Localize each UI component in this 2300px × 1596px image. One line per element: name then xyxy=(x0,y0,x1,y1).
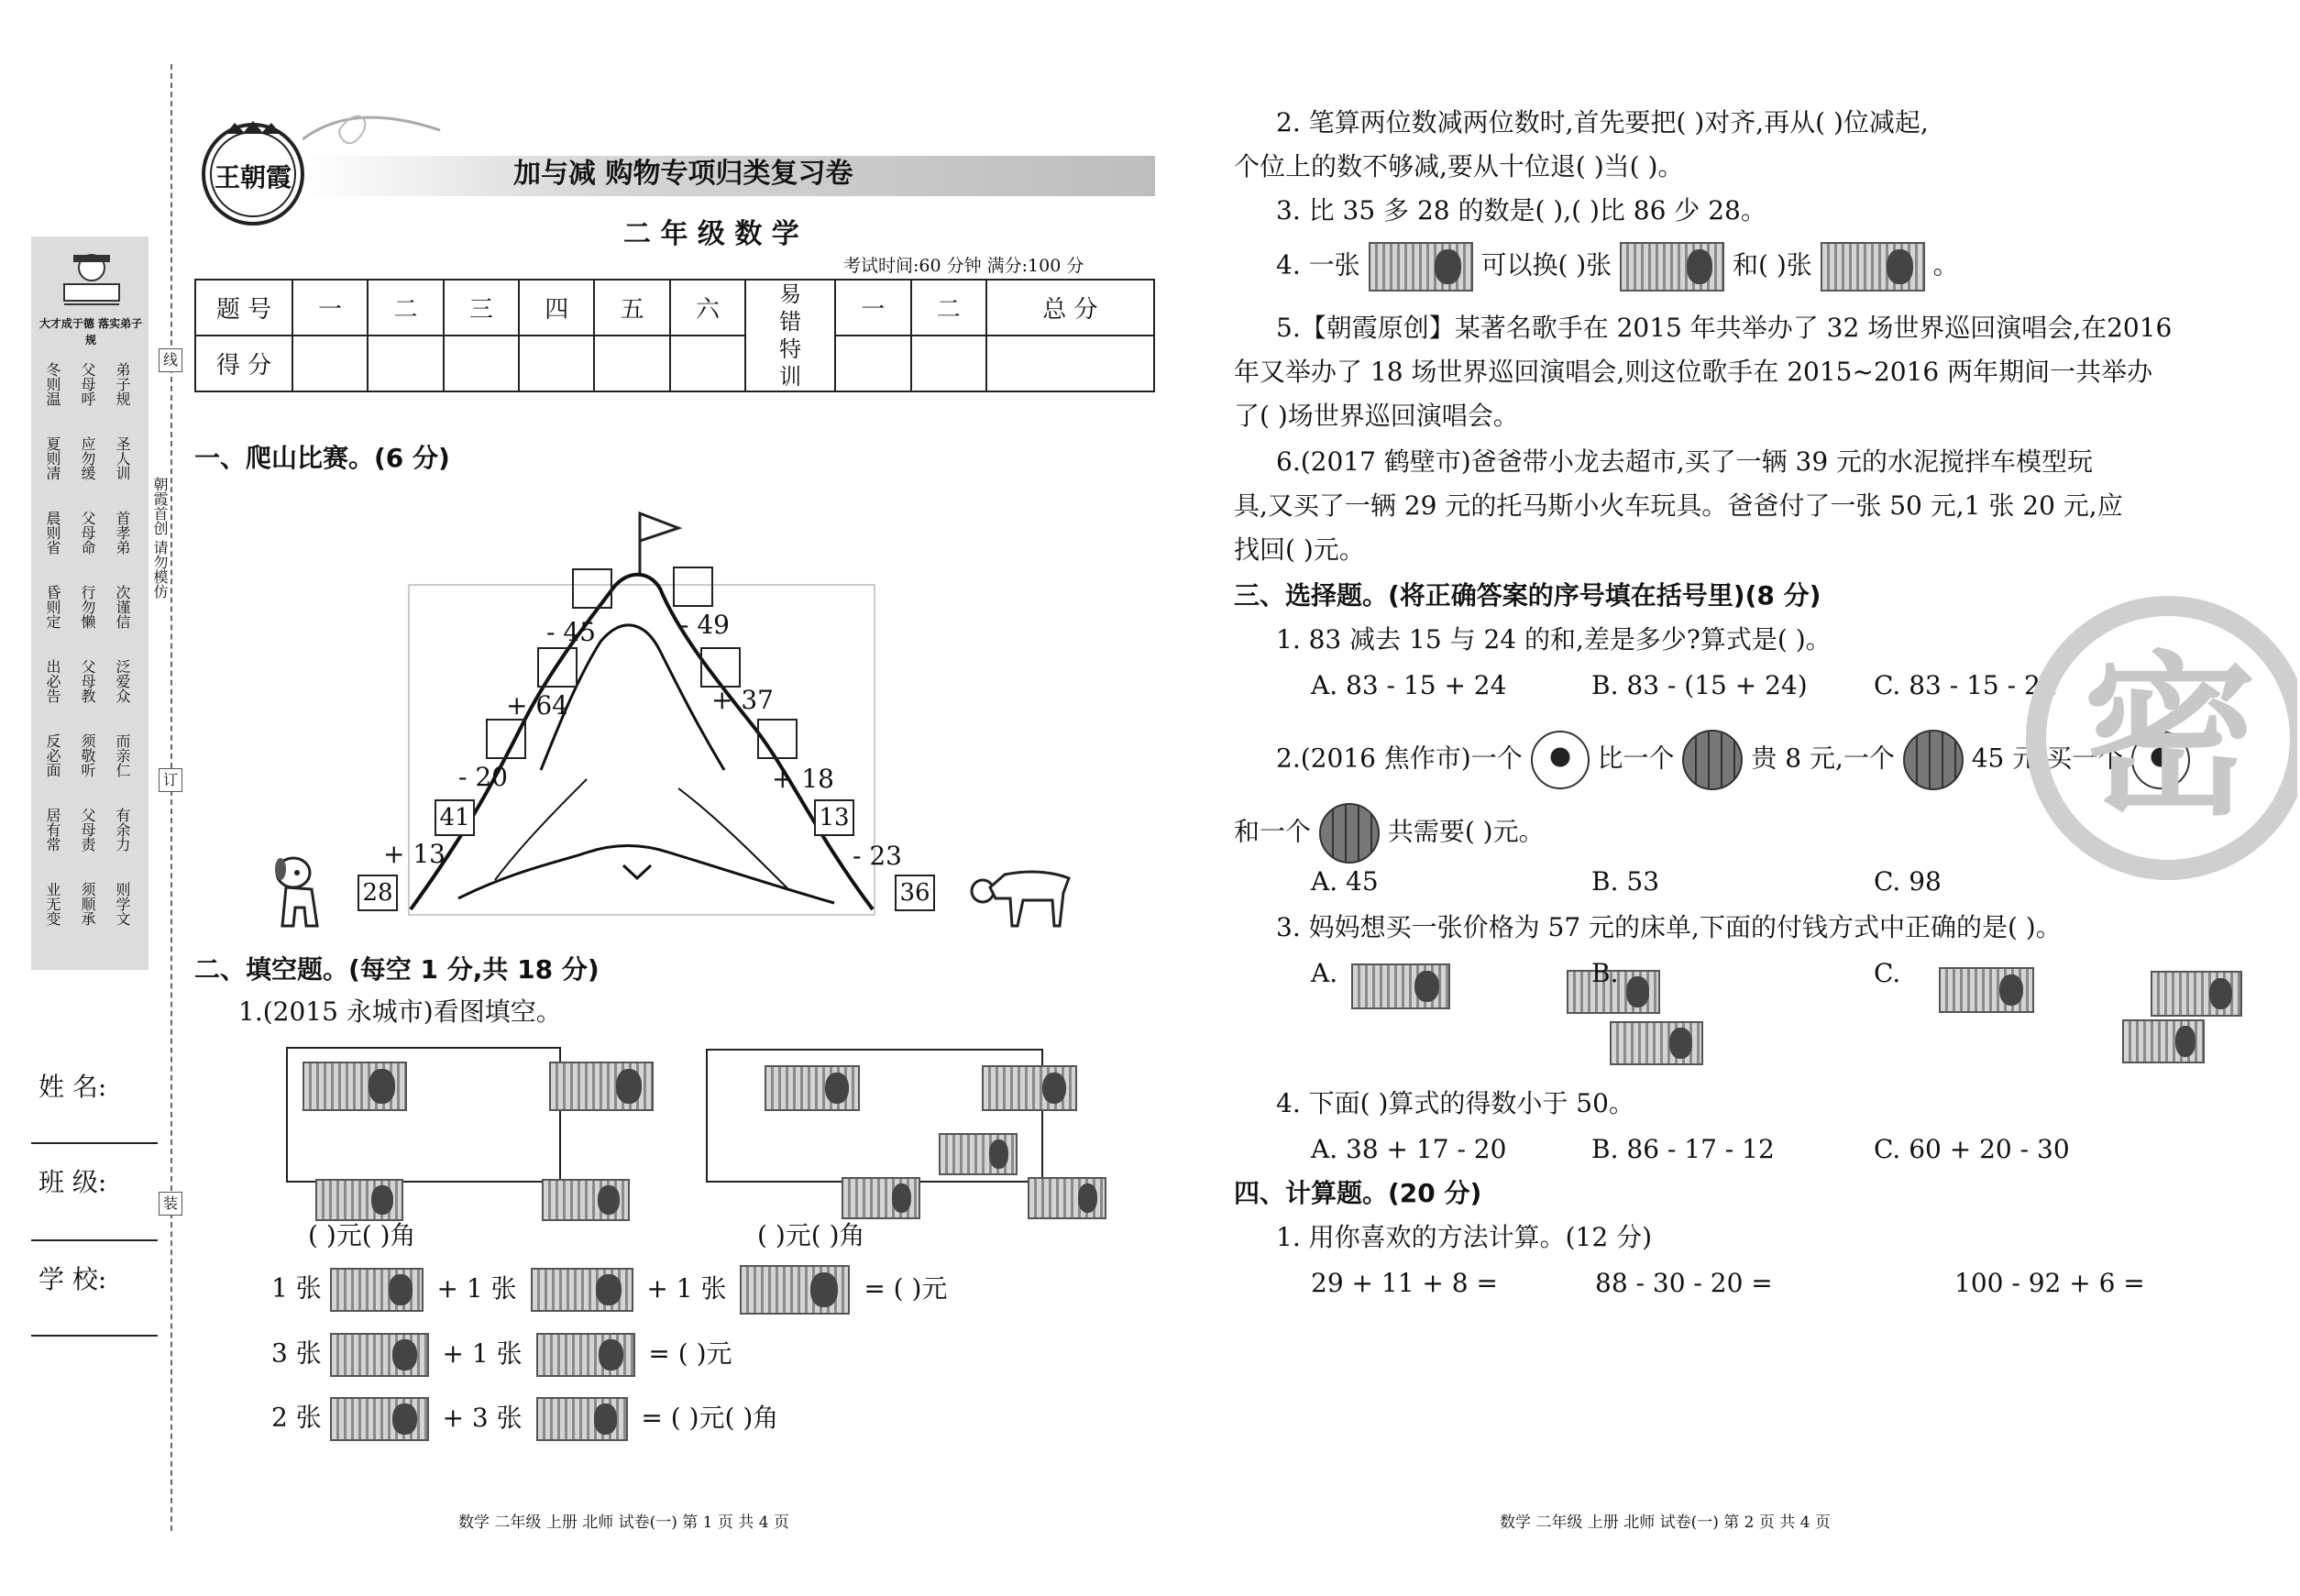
mountain-given-left: 41 xyxy=(435,799,475,836)
sidebar-verse: 业无变 xyxy=(44,882,61,926)
question-2-6-line2: 具,又买了一辆 29 元的托马斯小火车玩具。爸爸付了一张 50 元,1 张 20 元,应 xyxy=(1234,490,2123,521)
brand-logo xyxy=(198,117,308,227)
ribbon-decoration xyxy=(303,103,449,158)
banknote-image xyxy=(330,1268,424,1312)
score-special-label: 易错特训 xyxy=(745,280,835,391)
mountain-answer-box[interactable] xyxy=(572,568,612,609)
score-col-3: 三 xyxy=(444,280,519,336)
banknote-image xyxy=(2122,1019,2205,1063)
mountain-op-right: - 49 xyxy=(680,610,730,640)
q-text: 和( )张 xyxy=(1733,249,1812,281)
banknote-image xyxy=(330,1333,429,1377)
sidebar-verse: 须敬听 xyxy=(79,733,96,777)
brand-name: 王朝霞 xyxy=(214,162,292,193)
section3-heading: 三、选择题。(将正确答案的序号填在括号里)(8 分) xyxy=(1234,580,1821,611)
sidebar-verses xyxy=(37,362,145,958)
money-picture-left xyxy=(286,1047,561,1183)
choice-3-1-c[interactable]: C. 83 - 15 - 24 xyxy=(1874,670,2057,700)
mountain-figure xyxy=(403,495,880,917)
sidebar-verse: 父母责 xyxy=(79,808,96,852)
question-2-4 xyxy=(1276,242,1959,292)
money-picture-right xyxy=(706,1049,1043,1183)
question-2-5-line1: 5.【朝霞原创】某著名歌手在 2015 年共举办了 32 场世界巡回演唱会,在2016 xyxy=(1276,313,2173,343)
banknote-image xyxy=(939,1133,1018,1175)
banknote-image xyxy=(330,1397,429,1441)
soccer-ball-icon xyxy=(1531,731,1590,789)
cut-mark-label: 装 xyxy=(159,1192,182,1216)
sidebar-verse: 冬则温 xyxy=(44,362,61,406)
class-field-line[interactable] xyxy=(31,1239,158,1241)
score-cell[interactable] xyxy=(519,336,594,391)
sidebar-verse: 出必告 xyxy=(44,659,61,703)
margin-rule xyxy=(171,64,172,1531)
question-3-2-cont xyxy=(1234,803,1545,864)
question-3-3: 3. 妈妈想买一张价格为 57 元的床单,下面的付钱方式中正确的是( )。 xyxy=(1276,912,2062,942)
eq-answer-blank[interactable]: = ( )元 xyxy=(648,1337,732,1369)
score-special-col-2: 二 xyxy=(911,280,986,336)
q-text: 可以换( )张 xyxy=(1480,249,1612,281)
score-cell[interactable] xyxy=(594,336,669,391)
q-text: 。 xyxy=(1932,249,1959,281)
section2-heading: 二、填空题。(每空 1 分,共 18 分) xyxy=(194,954,600,985)
choice-3-1-a[interactable]: A. 83 - 15 + 24 xyxy=(1311,670,1507,700)
question-2-6-line3: 找回( )元。 xyxy=(1234,534,1365,565)
choice-3-3-a[interactable]: A. xyxy=(1311,958,1338,988)
banknote-image xyxy=(1610,1021,1703,1065)
score-table-row2-label: 得 分 xyxy=(195,336,292,391)
choice-3-3-b[interactable]: B. xyxy=(1591,958,1619,988)
sidebar-verse: 晨则省 xyxy=(44,511,61,555)
banknote-image xyxy=(536,1333,635,1377)
sidebar-verse: 应勿缓 xyxy=(79,436,96,480)
eq-text: + 1 张 xyxy=(436,1272,517,1304)
question-2-2-cont: 个位上的数不够减,要从十位退( )当( )。 xyxy=(1234,151,1684,182)
question-3-1: 1. 83 减去 15 与 24 的和,差是多少?算式是( )。 xyxy=(1276,624,1832,655)
banknote-image xyxy=(1939,967,2034,1013)
basketball-icon xyxy=(1682,730,1743,790)
eq-text: 3 张 xyxy=(271,1337,322,1369)
eq-text: + 3 张 xyxy=(442,1402,523,1433)
mountain-op-right: - 23 xyxy=(853,841,902,871)
score-total-label: 总 分 xyxy=(986,280,1154,336)
banknote-image xyxy=(315,1179,403,1221)
mountain-op-left: + 13 xyxy=(383,839,446,869)
choice-3-4-a[interactable]: A. 38 + 17 - 20 xyxy=(1311,1134,1507,1164)
sidebar-verse: 弟子规 xyxy=(114,362,131,406)
class-field-label: 班 级: xyxy=(39,1167,107,1197)
choice-3-2-b[interactable]: B. 53 xyxy=(1591,866,1660,897)
footer-right: 数学 二年级 上册 北师 试卷(一) 第 2 页 共 4 页 xyxy=(1500,1513,1831,1532)
sidebar-motto: 大才成于德 落实弟子规 xyxy=(39,317,143,347)
q-text: 贵 8 元,一个 xyxy=(1751,743,1895,774)
choice-3-4-b[interactable]: B. 86 - 17 - 12 xyxy=(1591,1134,1775,1164)
sidebar-verse: 父母教 xyxy=(79,659,96,703)
school-field-label: 学 校: xyxy=(39,1264,107,1294)
mountain-op-left: + 64 xyxy=(506,690,568,721)
section4-heading: 四、计算题。(20 分) xyxy=(1234,1178,1482,1208)
mountain-answer-box[interactable] xyxy=(673,567,713,607)
footer-left: 数学 二年级 上册 北师 试卷(一) 第 1 页 共 4 页 xyxy=(458,1513,789,1532)
banknote-image xyxy=(531,1268,633,1312)
basketball-icon xyxy=(1319,803,1380,864)
school-field-line[interactable] xyxy=(31,1335,158,1337)
sidebar-verse: 泛爱众 xyxy=(114,659,131,703)
question-2-5-line2: 年又举办了 18 场世界巡回演唱会,则这位歌手在 2015~2016 两年期间一共举办 xyxy=(1234,357,2153,387)
q-text: 和一个 xyxy=(1234,816,1312,847)
sidebar-verse: 有余力 xyxy=(114,808,131,852)
mountain-start-left: 28 xyxy=(358,875,398,911)
question-4-1: 1. 用你喜欢的方法计算。(12 分) xyxy=(1276,1222,1652,1252)
mountain-answer-box[interactable] xyxy=(757,719,798,759)
money-equation-2 xyxy=(271,1333,738,1377)
eq-answer-blank[interactable]: = ( )元 xyxy=(864,1272,948,1304)
banknote-image xyxy=(1821,242,1925,292)
eq-answer-blank[interactable]: = ( )元( )角 xyxy=(641,1402,779,1433)
banknote-image xyxy=(765,1065,860,1111)
banknote-image xyxy=(549,1062,654,1111)
answer-blank-right[interactable]: ( )元( )角 xyxy=(757,1220,865,1250)
banknote-image xyxy=(303,1062,407,1111)
score-cell[interactable] xyxy=(986,336,1154,391)
sidebar-verse: 居有常 xyxy=(44,808,61,852)
question-2-1-stem: 1.(2015 永城市)看图填空。 xyxy=(238,996,562,1027)
banknote-image xyxy=(536,1397,628,1441)
banknote-image xyxy=(1028,1177,1106,1219)
eq-text: + 1 张 xyxy=(646,1272,727,1304)
mountain-op-right: + 37 xyxy=(711,685,774,715)
sidebar-verse: 则学文 xyxy=(114,882,131,926)
answer-blank-left[interactable]: ( )元( )角 xyxy=(308,1220,416,1250)
page-title: 加与减 购物专项归类复习卷 xyxy=(513,158,853,190)
basketball-icon xyxy=(1903,730,1964,790)
score-cell[interactable] xyxy=(444,336,519,391)
sidebar-verse: 首孝弟 xyxy=(114,511,131,555)
sidebar-verse: 而亲仁 xyxy=(114,733,131,777)
banknote-image xyxy=(542,1179,630,1221)
goat-illustration xyxy=(968,856,1078,930)
exam-info: 考试时间:60 分钟 满分:100 分 xyxy=(843,256,1084,276)
score-special-col-1: 一 xyxy=(835,280,910,336)
q-text: 45 元,买一个 xyxy=(1971,743,2124,774)
question-3-4: 4. 下面( )算式的得数小于 50。 xyxy=(1276,1088,1634,1118)
sidebar-verse: 行勿懒 xyxy=(79,585,96,629)
stamp-char: 密 xyxy=(2083,636,2258,839)
sidebar-verse: 父母呼 xyxy=(79,362,96,406)
score-cell[interactable] xyxy=(670,336,745,391)
score-cell[interactable] xyxy=(911,336,986,391)
money-equation-3 xyxy=(271,1397,784,1441)
calc-expr-2: 88 - 30 - 20 = xyxy=(1595,1268,1773,1298)
q-text: 共需要( )元。 xyxy=(1387,816,1545,847)
mountain-given-right: 13 xyxy=(814,799,854,836)
mountain-op-left: - 45 xyxy=(546,617,596,647)
score-table-row1-label: 题 号 xyxy=(195,280,292,336)
sidebar-verse: 昏则定 xyxy=(44,585,61,629)
score-col-5: 五 xyxy=(594,280,669,336)
score-table xyxy=(194,279,1155,392)
cut-mark-label: 线 xyxy=(159,348,182,372)
choice-3-2-a[interactable]: A. 45 xyxy=(1311,866,1379,897)
puppy-illustration xyxy=(268,853,323,935)
score-cell[interactable] xyxy=(292,336,368,391)
score-cell[interactable] xyxy=(835,336,910,391)
mountain-op-right: + 18 xyxy=(772,764,834,794)
choice-3-3-c[interactable]: C. xyxy=(1874,958,1901,988)
eq-text: 1 张 xyxy=(271,1272,322,1304)
banknote-image xyxy=(2151,971,2242,1017)
question-2-2: 2. 笔算两位数减两位数时,首先要把( )对齐,再从( )位减起, xyxy=(1276,107,1929,138)
choice-3-1-b[interactable]: B. 83 - (15 + 24) xyxy=(1591,670,1808,700)
copyright-note: 朝霞首创 请勿模仿 xyxy=(151,477,169,600)
score-col-6: 六 xyxy=(670,280,745,336)
banknote-image xyxy=(982,1065,1077,1111)
question-2-5-line3: 了( )场世界巡回演唱会。 xyxy=(1234,401,1519,431)
banknote-image xyxy=(1351,963,1450,1009)
banknote-image xyxy=(842,1177,920,1219)
sidebar-verse: 次谨信 xyxy=(114,585,131,629)
name-field-label: 姓 名: xyxy=(39,1072,107,1102)
question-2-3: 3. 比 35 多 28 的数是( ),( )比 86 少 28。 xyxy=(1276,195,1766,226)
mountain-answer-box[interactable] xyxy=(700,647,741,688)
money-equation-1 xyxy=(271,1265,952,1315)
eq-text: 2 张 xyxy=(271,1402,322,1433)
q-text: 比一个 xyxy=(1597,743,1675,774)
section1-heading: 一、爬山比赛。(6 分) xyxy=(194,443,450,473)
score-col-2: 二 xyxy=(368,280,443,336)
banknote-image xyxy=(1369,242,1473,292)
score-cell[interactable] xyxy=(368,336,443,391)
eq-text: + 1 张 xyxy=(442,1337,523,1369)
name-field-line[interactable] xyxy=(31,1142,158,1144)
page-subtitle: 二 年 级 数 学 xyxy=(623,218,799,250)
confidential-stamp xyxy=(2022,587,2297,898)
choice-3-4-c[interactable]: C. 60 + 20 - 30 xyxy=(1874,1134,2070,1164)
score-col-1: 一 xyxy=(292,280,368,336)
mountain-start-right: 36 xyxy=(895,875,935,911)
q-text: 4. 一张 xyxy=(1276,249,1360,281)
calc-expr-3: 100 - 92 + 6 = xyxy=(1954,1268,2145,1298)
sidebar-verse: 圣人训 xyxy=(114,436,131,480)
banknote-image xyxy=(740,1265,850,1315)
calc-expr-1: 29 + 11 + 8 = xyxy=(1311,1268,1498,1298)
cut-mark-label: 订 xyxy=(159,768,182,792)
mountain-answer-box[interactable] xyxy=(486,719,526,759)
mountain-answer-box[interactable] xyxy=(537,647,578,688)
sidebar-verse: 夏则凊 xyxy=(44,436,61,480)
sidebar-verse: 须顺承 xyxy=(79,882,96,926)
banknote-image xyxy=(1620,242,1724,292)
score-col-4: 四 xyxy=(519,280,594,336)
sidebar-verse: 父母命 xyxy=(79,511,96,555)
question-2-6-line1: 6.(2017 鹤壁市)爸爸带小龙去超市,买了一辆 39 元的水泥搅拌车模型玩 xyxy=(1276,446,2094,477)
sidebar-verse: 反必面 xyxy=(44,733,61,777)
sidebar-figure xyxy=(46,248,138,312)
mountain-op-left: - 20 xyxy=(458,762,508,792)
q-text: 2.(2016 焦作市)一个 xyxy=(1276,743,1523,774)
choice-3-2-c[interactable]: C. 98 xyxy=(1874,866,1942,897)
